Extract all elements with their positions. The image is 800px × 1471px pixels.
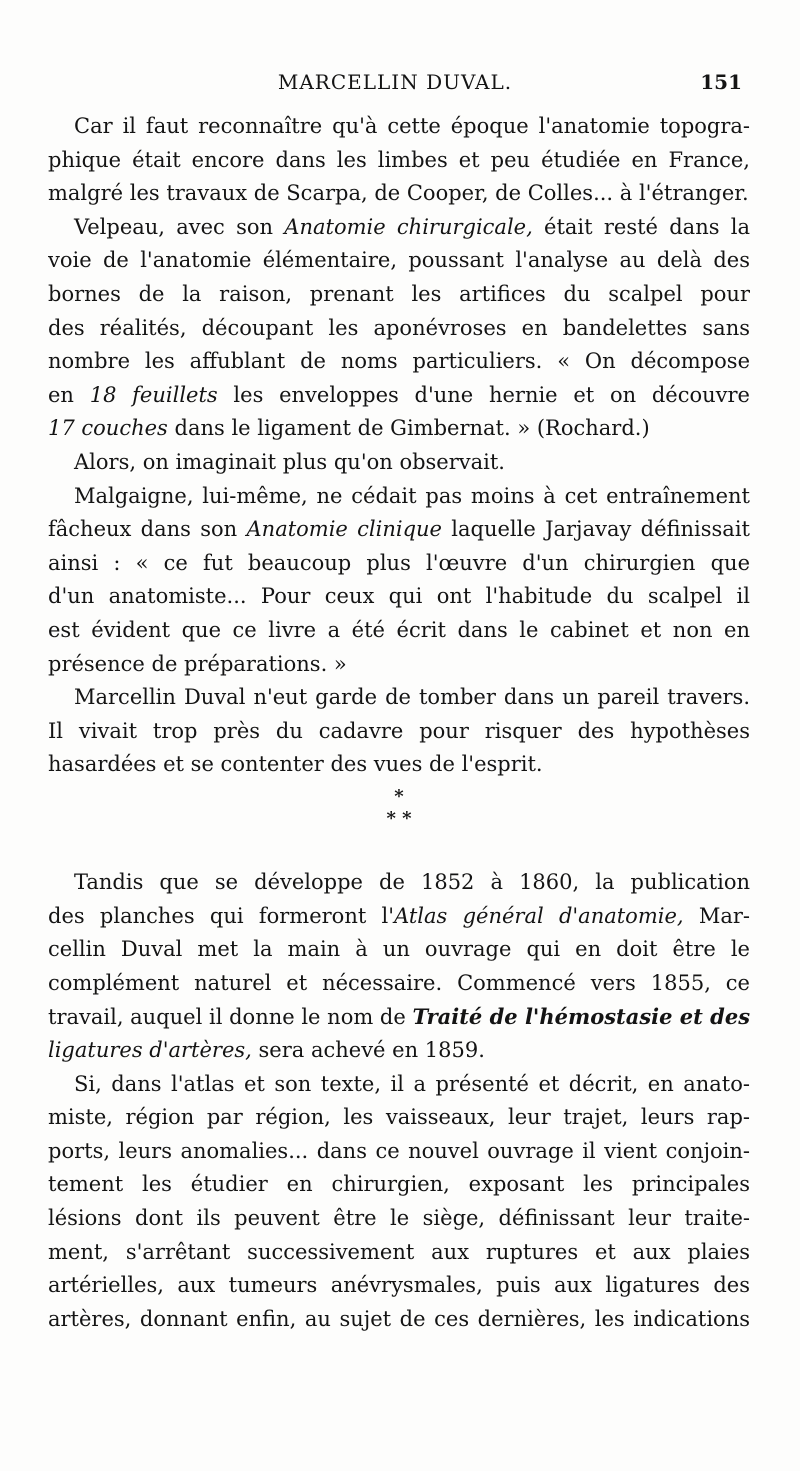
text-line (48, 211, 750, 245)
text-line (48, 1000, 750, 1034)
text-line: lésions dont ils peuvent être le siège, définissant leur traite- (48, 1205, 750, 1230)
text-line: présence de préparations. » (48, 651, 347, 676)
text-run: sera achevé en 1859. (251, 1037, 485, 1062)
text-line: est évident que ce livre a été écrit dans le cabinet et non en (48, 617, 750, 642)
italic-text: 18 feuillets (89, 382, 218, 407)
text-line: artérielles, aux tumeurs anévrysmales, puis aux ligatures des (48, 1273, 750, 1298)
italic-title: Anatomie chirurgicale, (284, 214, 533, 239)
text-line: bornes de la raison, prenant les artifices du scalpel pour (48, 281, 750, 306)
text-line: ainsi : « ce fut beaucoup plus l'œuvre d'un chirurgien que (48, 550, 750, 575)
text-line: phique était encore dans les limbes et peu étudiée en France, (48, 147, 750, 172)
page-number: 151 (700, 70, 742, 94)
running-title: MARCELLIN DUVAL. (277, 70, 513, 94)
text-line (48, 412, 750, 446)
italic-title: ligatures d'artères, (48, 1037, 252, 1062)
asterism-top: * (394, 786, 404, 807)
running-header (48, 70, 742, 100)
paragraph-5 (48, 681, 750, 782)
paragraph-3 (48, 446, 750, 480)
text-line: Tandis que se développe de 1852 à 1860, la publication (74, 870, 750, 894)
text-line: ports, leurs anomalies... dans ce nouvel ouvrage il vient conjoin- (48, 1138, 750, 1163)
text-block-lower (48, 866, 750, 1336)
text-run: dans le ligament de Gimbernat. » (Rochard.) (167, 416, 650, 441)
italic-text: 17 couches (48, 416, 168, 441)
paragraph-1 (48, 110, 750, 211)
text-line: hasardées et se contenter des vues de l'esprit. (48, 752, 543, 777)
text-line: d'un anatomiste... Pour ceux qui ont l'habitude du scalpel il (48, 584, 750, 609)
text-line: miste, région par région, les vaisseaux, leur trajet, leurs rap- (48, 1105, 750, 1130)
italic-title: Traité de l'hémostasie et des (412, 1004, 750, 1030)
text-block-upper (48, 110, 750, 782)
text-run: travail, auquel il donne le nom de (48, 1005, 413, 1030)
text-line: des réalités, découpant les aponévroses en bandelettes sans (48, 315, 750, 340)
text-line: tement les étudier en chirurgien, exposant les principales (48, 1172, 750, 1197)
text-line: Si, dans l'atlas et son texte, il a présenté et décrit, en anato- (74, 1071, 750, 1096)
paragraph-6 (48, 866, 750, 1068)
text-line: Il vivait trop près du cadavre pour risquer des hypothèses (48, 718, 750, 743)
italic-title: Atlas général d'anatomie, (394, 903, 684, 928)
text-run: était resté dans la (532, 214, 750, 239)
text-line (48, 1034, 750, 1068)
text-line: cellin Duval met la main à un ouvrage qui en doit être le (48, 937, 750, 962)
text-run: des planches qui formeront l' (48, 903, 395, 928)
asterism-section-break (48, 786, 750, 830)
text-line: Alors, on imaginait plus qu'on observait. (74, 449, 505, 474)
text-line: voie de l'anatomie élémentaire, poussant l'analyse au delà des (48, 248, 750, 273)
paragraph-7 (48, 1068, 750, 1337)
text-run: laquelle Jarjavay définissait (441, 517, 750, 542)
text-line: Car il faut reconnaître qu'à cette époque l'anatomie topogra- (74, 114, 750, 138)
text-run: en (48, 382, 90, 407)
text-line: Malgaigne, lui-même, ne cédait pas moins à cet entraînement (74, 483, 750, 508)
text-line: ment, s'arrêtant successivement aux ruptures et aux plaies (48, 1239, 750, 1264)
text-line: complément naturel et nécessaire. Commencé vers 1855, ce (48, 970, 750, 995)
text-line: nombre les affublant de noms particuliers. « On décompose (48, 349, 750, 374)
text-line (48, 513, 750, 547)
asterism-bottom: * * (386, 808, 412, 829)
text-run: les enveloppes d'une hernie et on découvre (217, 382, 750, 407)
paragraph-2 (48, 211, 750, 446)
text-run: Velpeau, avec son (74, 214, 285, 239)
text-line: malgré les travaux de Scarpa, de Cooper, de Colles... à l'étranger. (48, 181, 749, 206)
text-run: fâcheux dans son (48, 517, 247, 542)
text-line (48, 379, 750, 413)
paragraph-4 (48, 480, 750, 682)
text-run: Mar- (683, 903, 750, 928)
text-line: Marcellin Duval n'eut garde de tomber dans un pareil travers. (74, 685, 750, 710)
text-line: artères, donnant enfin, au sujet de ces dernières, les indications (48, 1306, 750, 1331)
italic-title: Anatomie clinique (246, 517, 442, 542)
text-line (48, 900, 750, 934)
